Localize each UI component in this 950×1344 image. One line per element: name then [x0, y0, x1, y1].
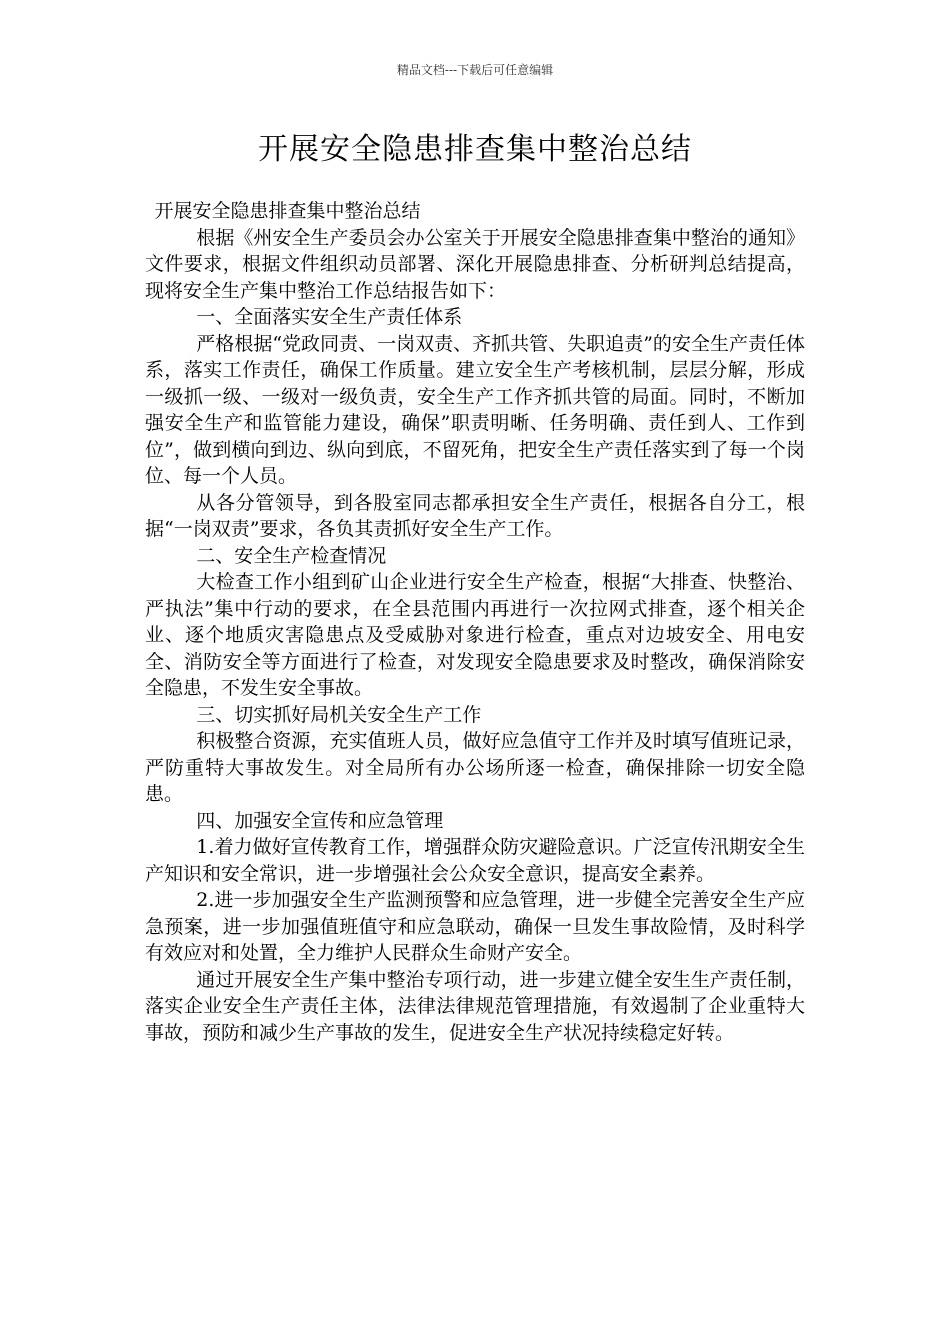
- section-heading-2: 二、安全生产检查情况: [196, 544, 387, 567]
- paragraph: 从各分管领导，到各股室同志都承担安全生产责任，根据各自分工，根据“一岗双责”要求，各负其责抓好安全生产工作。: [145, 491, 805, 540]
- section-heading-3: 三、切实抓好局机关安全生产工作: [196, 703, 482, 726]
- paragraph: 严格根据“党政同责、一岗双责、齐抓共管、失职追责”的安全生产责任体系，落实工作责任，确保工作质量。建立安全生产考核机制，层层分解，形成一级抓一级、一级对一级负责，安全生产工作齐抓共管的局面。同时，不断加强安全生产和监管能力建设，确保”职责明晰、任务明确、责任到人、工作到位”，做到横向到边、纵向到底，不留死角，把安全生产责任落实到了每一个岗位、每一个人员。: [145, 332, 805, 487]
- paragraph-intro: 根据《州安全生产委员会办公室关于开展安全隐患排查集中整治的通知》文件要求，根据文件组织动员部署、深化开展隐患排查、分析研判总结提高，现将安全生产集中整治工作总结报告如下：: [145, 226, 805, 302]
- list-item: 1.着力做好宣传教育工作，增强群众防灾避险意识。广泛宣传汛期安全生产知识和安全常识，进一步增强社会公众安全意识，提高安全素养。: [145, 836, 805, 885]
- document-subtitle: 开展安全隐患排查集中整治总结: [154, 200, 421, 222]
- paragraph-conclusion: 通过开展安全生产集中整治专项行动，进一步建立健全安生生产责任制，落实企业安全生产责任主体，法律法律规范管理措施，有效遏制了企业重特大事故，预防和减少生产事故的发生，促进安全生产状况持续稳定好转。: [145, 968, 805, 1044]
- document-title: 开展安全隐患排查集中整治总结: [258, 132, 692, 167]
- paragraph: 大检查工作小组到矿山企业进行安全生产检查，根据“大排查、快整治、严执法”集中行动的要求，在全县范围内再进行一次拉网式排查，逐个相关企业、逐个地质灾害隐患点及受威胁对象进行检查，重点对边坡安全、用电安全、消防安全等方面进行了检查，对发现安全隐患要求及时整改，确保消除安全隐患，不发生安全事故。: [145, 571, 805, 699]
- page-header: 精品文档---下载后可任意编辑: [396, 63, 554, 77]
- list-item: 2.进一步加强安全生产监测预警和应急管理，进一步健全完善安全生产应急预案，进一步加强值班值守和应急联动，确保一旦发生事故险情，及时科学有效应对和处置，全力维护人民群众生命财产安全。: [145, 889, 805, 964]
- paragraph: 积极整合资源，充实值班人员，做好应急值守工作并及时填写值班记录，严防重特大事故发生。对全局所有办公场所逐一检查，确保排除一切安全隐患。: [145, 730, 805, 805]
- section-heading-4: 四、加强安全宣传和应急管理: [196, 809, 444, 832]
- section-heading-1: 一、全面落实安全生产责任体系: [196, 306, 463, 328]
- document-body: [145, 198, 805, 1046]
